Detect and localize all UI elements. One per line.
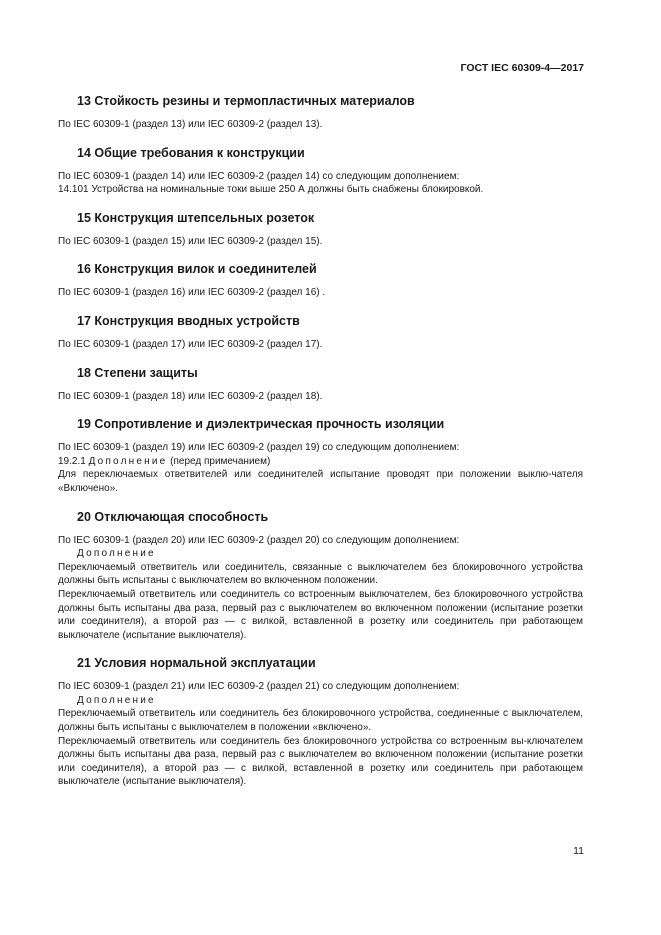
- addition-label: Дополнение: [77, 548, 156, 560]
- section-title: 18 Степени защиты: [77, 365, 198, 380]
- document-body: [58, 94, 583, 803]
- paragraph: По IEC 60309-1 (раздел 14) или IEC 60309-2 (раздел 14) со следующим дополнением:: [58, 170, 460, 182]
- document-header: ГОСТ IEC 60309-4—2017: [460, 62, 584, 74]
- section-18: [58, 366, 583, 404]
- section-title: 19 Сопротивление и диэлектрическая прочность изоляции: [77, 417, 445, 432]
- section-13: [58, 94, 583, 132]
- paragraph: [58, 183, 583, 197]
- clause-number: 19.2.1: [58, 455, 86, 467]
- clause-line: [58, 455, 583, 469]
- paragraph: Переключаемый ответвитель или соединитель без блокировочного устройства, соединенные с выключателем, должны быть испытаны с выключателем в положении «включено».: [58, 708, 583, 734]
- clause-note: (перед примечанием): [170, 455, 271, 467]
- section-title: 16 Конструкция вилок и соединителей: [77, 262, 317, 277]
- page-number: 11: [573, 845, 584, 857]
- addition-label: Дополнение: [77, 694, 156, 706]
- paragraph: По IEC 60309-1 (раздел 13) или IEC 60309-2 (раздел 13).: [58, 119, 323, 130]
- section-title: 21 Условия нормальной эксплуатации: [77, 656, 316, 671]
- paragraph: Переключаемый ответвитель или соединитель со встроенным выключателем, без блокировочного устройства должны быть испытаны два раза, первый раз с выключателем во включенном положении (испытание розетки или соединителя), а второй раз — с вилкой, вставленной в розетку или соединитель при работающем выключателе (испытание выключателя).: [58, 588, 583, 641]
- section-title: 14 Общие требования к конструкции: [77, 145, 305, 160]
- paragraph: По IEC 60309-1 (раздел 20) или IEC 60309-2 (раздел 20) со следующим дополнением:: [58, 534, 460, 546]
- clause-text: 14.101 Устройства на номинальные токи выше 250 А должны быть снабжены блокировкой.: [58, 184, 484, 196]
- paragraph: По IEC 60309-1 (раздел 15) или IEC 60309-2 (раздел 15).: [58, 235, 323, 247]
- section-19: [58, 417, 583, 495]
- section-17: [58, 314, 583, 352]
- paragraph: Для переключаемых ответвителей или соединителей испытание проводят при положении выклю-чателя «Включено».: [58, 469, 583, 494]
- paragraph: По IEC 60309-1 (раздел 16) или IEC 60309-2 (раздел 16) .: [58, 287, 326, 299]
- paragraph: Переключаемый ответвитель или соединитель, связанные с выключателем без блокировочного устройства должны быть испытаны с выключателем во включенном положении.: [58, 561, 583, 587]
- section-title: 15 Конструкция штепсельных розеток: [77, 210, 315, 225]
- section-title: 13 Стойкость резины и термопластичных материалов: [77, 94, 415, 108]
- section-title: 20 Отключающая способность: [77, 509, 269, 524]
- section-20: [58, 510, 583, 643]
- paragraph: Переключаемый ответвитель или соединитель без блокировочного устройства со встроенным вы-ключателем должны быть испытаны два раза, первый раз с выключателем во включенном положении (испытание розетки или соединителя), а второй раз — с вилкой, вставленной в розетку или соединитель при работающем выключателе (испытание выключателя).: [58, 735, 583, 788]
- paragraph: По IEC 60309-1 (раздел 18) или IEC 60309-2 (раздел 18).: [58, 390, 323, 402]
- section-title: 17 Конструкция вводных устройств: [77, 313, 300, 328]
- addition-label: Дополнение: [88, 455, 168, 467]
- section-15: [58, 211, 583, 249]
- paragraph: По IEC 60309-1 (раздел 21) или IEC 60309-2 (раздел 21) со следующим дополнением:: [58, 681, 460, 693]
- section-14: [58, 146, 583, 197]
- section-21: [58, 656, 583, 789]
- section-16: [58, 262, 583, 300]
- paragraph: По IEC 60309-1 (раздел 17) или IEC 60309-2 (раздел 17).: [58, 338, 323, 350]
- paragraph: По IEC 60309-1 (раздел 19) или IEC 60309-2 (раздел 19) со следующим дополнением:: [58, 442, 460, 454]
